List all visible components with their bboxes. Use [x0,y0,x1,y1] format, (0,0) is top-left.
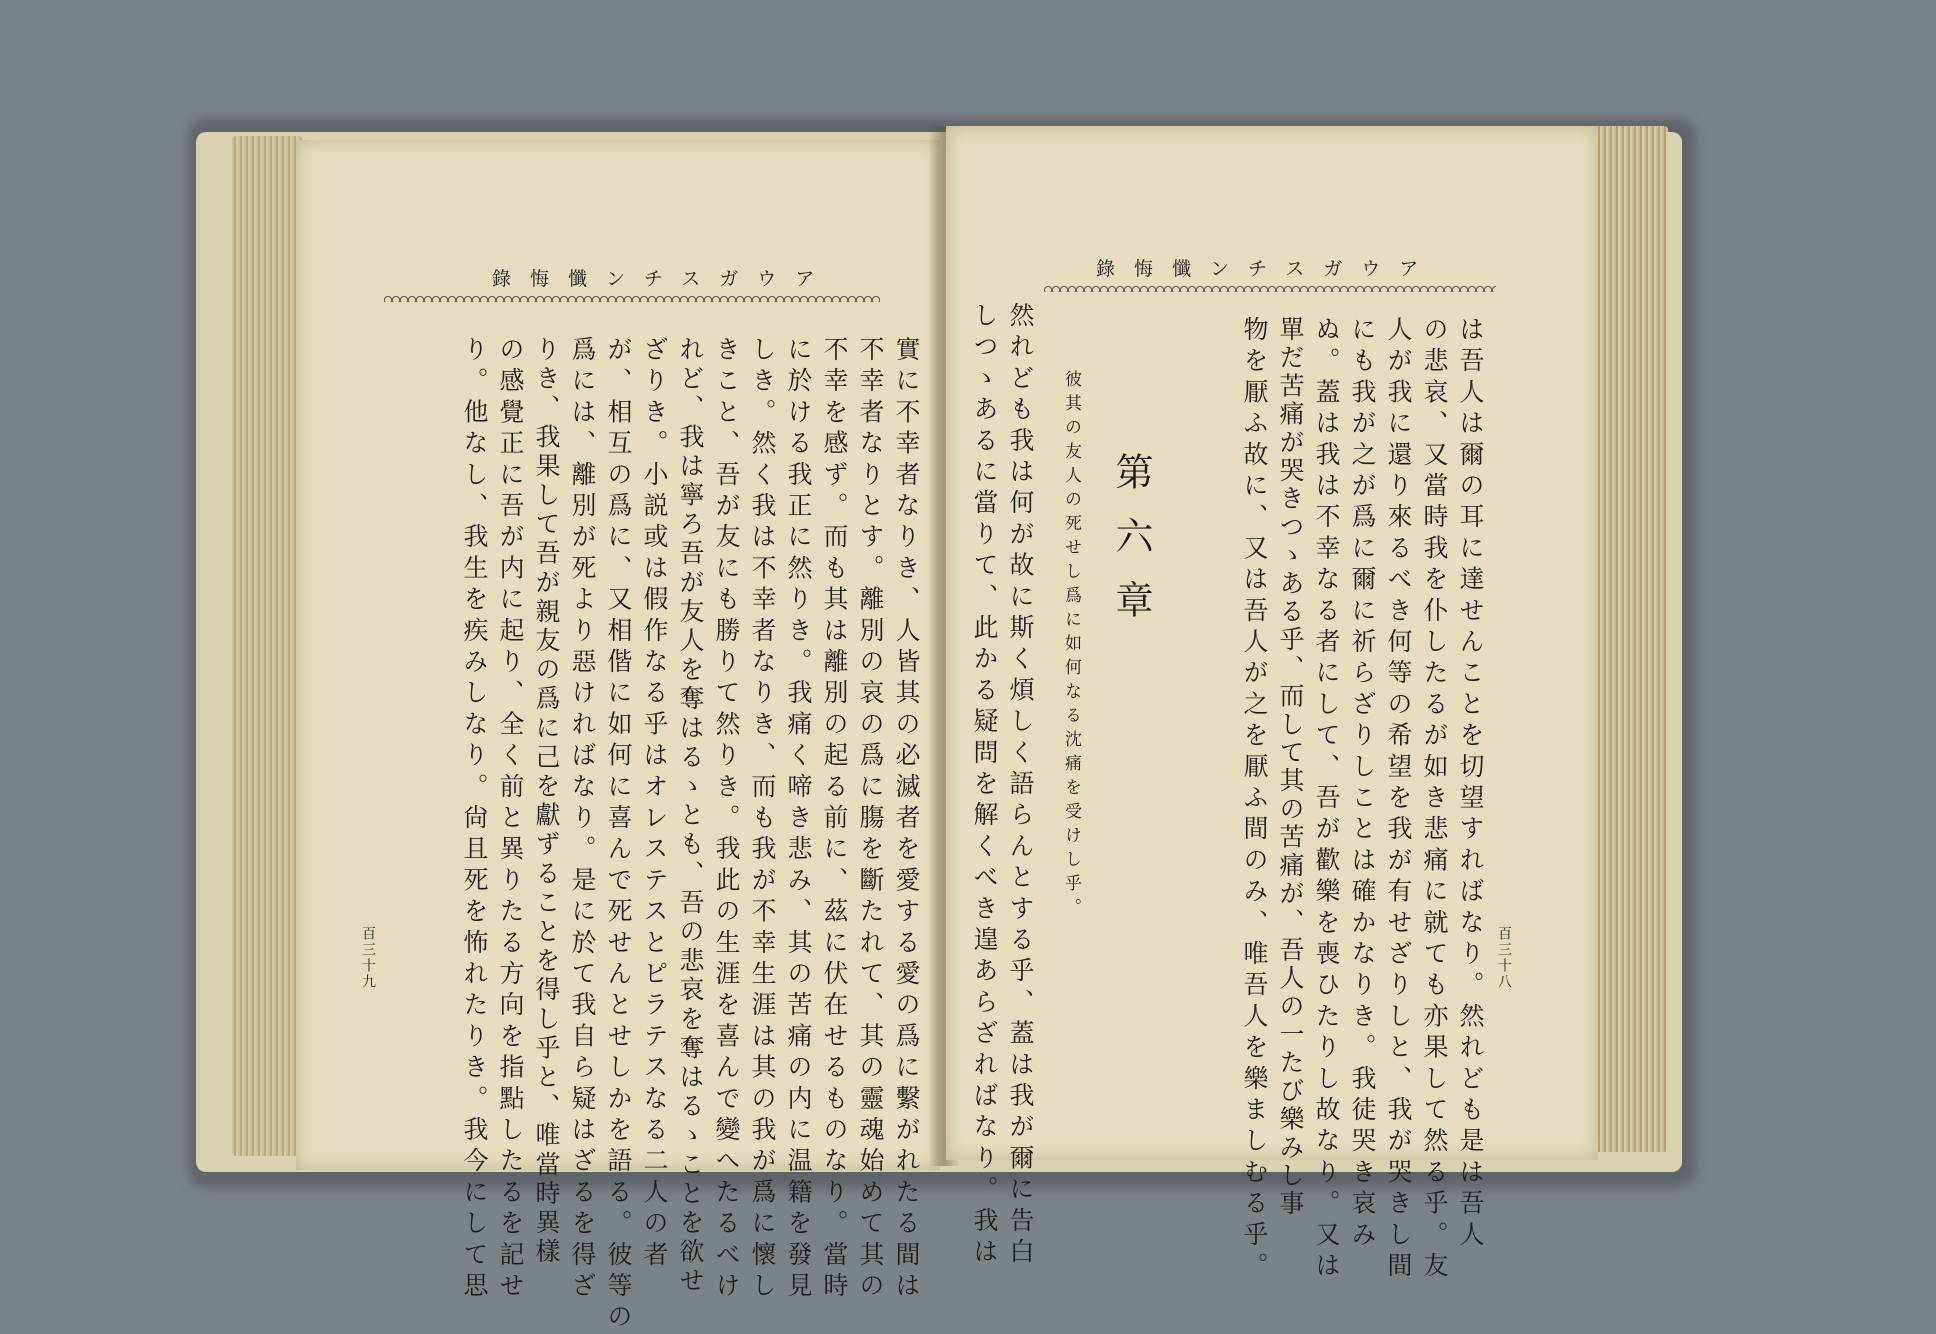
chapter-title: 第六章 [1109,452,1153,644]
right-column-6: 單だ苦痛が哭きつゝある乎、而して其の苦痛が、吾人の一たび樂みし事 [1276,316,1305,1219]
left-column-7: れど、我は寧ろ吾が友人を奪はるゝとも、吾の悲哀を奪はるゝことを欲せ [676,336,705,1297]
right-header-rule [1044,282,1496,292]
left-column-5: しき。然く我は不幸者なりき、而も我が不幸生涯は其の我が爲に懷し [748,336,777,1304]
right-column-5: ぬ。蓋は我は不幸なる者にして、吾が歡樂を喪ひたりし故なり。又は [1312,316,1341,1284]
left-page [296,140,940,1334]
left-column-4: に於ける我正に然りき。我痛く啼き悲み、其の苦痛の内に温籍を發見 [784,336,813,1304]
left-column-2: 不幸者なりとす。離別の哀の爲に膓を斷たれて、其の靈魂始めて其の [856,336,885,1304]
left-column-6: きこと、吾が友にも勝りて然りき。我此の生涯を喜んで變へたるべけ [712,336,741,1304]
left-column-3: 不幸を感ず。而も其は離別の起る前に、茲に伏在せるものなり。當時 [820,336,849,1304]
right-column-2: の悲哀、又當時我を仆したるが如き悲痛に就ても亦果して然る乎。友 [1420,316,1449,1284]
left-column-11: りき、我果して吾が親友の爲に己を獻ずることを得し乎と、唯當時異樣 [532,336,561,1268]
left-column-9: が、相互の爲に、又相偕に如何に喜んで死せんとせしかを語る。彼等の [604,336,633,1334]
left-column-8: ざりき。小説或は假作なる乎はオレステスとピラテスなる二人の者 [640,336,669,1272]
right-page-header: 錄悔懺ンチスガウア [1096,258,1438,280]
right-page [946,126,1598,1284]
right-column-9: しつゝあるに當りて、此かる疑問を解くべき遑あらざればなり。我は [970,302,999,1270]
chapter-subtitle: 彼其の友人の死せし爲に如何なる沈痛を受けし乎。 [1061,370,1081,922]
left-page-edges [232,136,302,1156]
right-column-3: 人が我に還り來るべき何等の希望を我が有せざりしと、我が哭きし間 [1384,316,1413,1284]
left-page-number: 百三十九 [360,926,376,990]
left-column-1: 實に不幸者なりき、人皆其の必滅者を愛する愛の爲に繫がれたる間は [892,336,921,1304]
right-column-8: 然れども我は何が故に斯く煩しく語らんとする乎、蓋は我が爾に告白 [1006,302,1035,1270]
right-page-number: 百三十八 [1496,926,1512,990]
left-column-10: 爲には、離別が死より惡ければなり。是に於て我自ら疑はざるを得ざ [568,336,597,1304]
left-header-rule [384,292,880,302]
left-column-12: の感覺正に吾が内に起り、全く前と異りたる方向を指點したるを記せ [496,336,525,1304]
right-column-7: 物を厭ふ故に、又は吾人が之を厭ふ間のみ、唯吾人を樂ましむる乎。 [1240,316,1269,1284]
left-column-13: り。他なし、我生を疾みしなり。尙且死を怖れたりき。我今にして思 [460,336,489,1304]
right-column-4: にも我が之が爲に爾に祈らざりしことは確かなりき。我徒哭き哀み [1348,316,1377,1252]
left-page-header: 錄悔懺ンチスガウア [492,268,834,290]
right-column-1: は吾人は爾の耳に達せんことを切望すればなり。然れども是は吾人 [1456,316,1485,1252]
right-page-edges [1590,126,1668,1152]
